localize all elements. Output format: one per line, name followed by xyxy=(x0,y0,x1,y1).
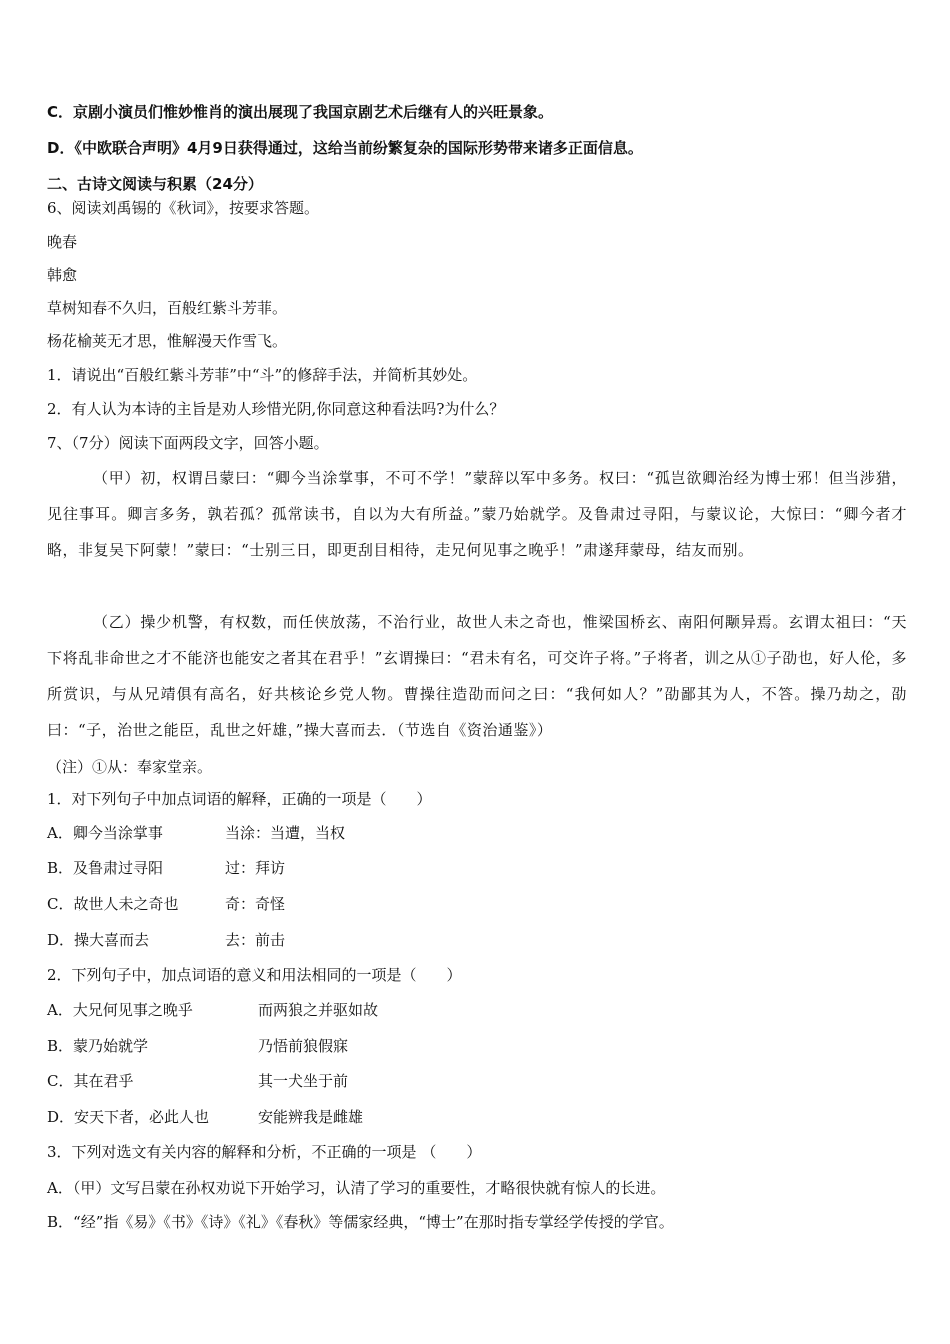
option-term: 去：前击 xyxy=(225,931,286,949)
option-term: 奇：奇怪 xyxy=(225,895,286,913)
q2-option-d xyxy=(47,1107,364,1127)
q1-option-a xyxy=(47,823,346,843)
poem-line-2: 杨花榆荚无才思，惟解漫天作雪飞。 xyxy=(47,332,288,350)
q6-sub-question-1: 1．请说出“百般红紫斗芳菲”中“斗”的修辞手法，并简析其妙处。 xyxy=(47,366,478,384)
option-term: 当涂：当遭，当权 xyxy=(225,824,346,842)
option-term: 其一犬坐于前 xyxy=(258,1072,349,1090)
q7-question-1-stem: 1．对下列句子中加点词语的解释，正确的一项是（ ） xyxy=(47,790,432,808)
poem-title: 晚春 xyxy=(47,233,78,251)
option-label: C．其在君乎 xyxy=(47,1072,134,1090)
annotation-note: （注）①从：奉家堂亲。 xyxy=(47,758,213,776)
poem-author: 韩愈 xyxy=(47,266,78,284)
q1-option-b xyxy=(47,858,286,878)
option-term: 而两狼之并驱如故 xyxy=(258,1001,379,1019)
option-label: B．蒙乃始就学 xyxy=(47,1037,149,1055)
poem-line-1: 草树知春不久归，百般红紫斗芳菲。 xyxy=(47,299,288,317)
q3-option-b: B．“经”指《易》《书》《诗》《礼》《春秋》等儒家经典，“博士”在那时指专掌经学传授的学官。 xyxy=(47,1213,674,1231)
q2-option-a xyxy=(47,1000,379,1020)
option-label: A．大兄何见事之晚乎 xyxy=(47,1001,193,1019)
option-term: 安能辨我是雌雄 xyxy=(258,1108,364,1126)
q7-question-2-stem: 2．下列句子中，加点词语的意义和用法相同的一项是（ ） xyxy=(47,966,462,984)
option-label: D．安天下者，必此人也 xyxy=(47,1108,210,1126)
passage-b: （乙）操少机警，有权数，而任侠放荡，不治行业，故世人未之奇也，惟梁国桥玄、南阳何颙异焉。玄谓太祖曰：“天下将乱非命世之才不能济也能安之者其在君乎！”玄谓操曰：“君未有名，可交许子将。”子将者，训之从①子劭也，好人伦，多所赏识，与从兄靖俱有高名，好共核论乡党人物。曹操往造劭而问之曰：“我何如人？”劭鄙其为人，不答。操乃劫之，劭曰：“子，治世之能臣，乱世之奸雄，”操大喜而去．（节选自《资治通鉴》） xyxy=(47,613,907,739)
option-label: C．故世人未之奇也 xyxy=(47,895,179,913)
q3-option-a: A．（甲）文写吕蒙在孙权劝说下开始学习，认清了学习的重要性，才略很快就有惊人的长进。 xyxy=(47,1179,666,1197)
q7-question-3-stem: 3．下列对选文有关内容的解释和分析，不正确的一项是 （ ） xyxy=(47,1143,482,1161)
q6-prompt: 6、阅读刘禹锡的《秋词》，按要求答题。 xyxy=(47,199,320,217)
q2-option-c xyxy=(47,1071,349,1091)
option-label: D．操大喜而去 xyxy=(47,931,150,949)
passage-a: （甲）初，权谓吕蒙曰：“卿今当涂掌事，不可不学！”蒙辞以军中多务。权曰：“孤岂欲卿治经为博士邪！但当涉猎，见往事耳。卿言多务，孰若孤？孤常读书，自以为大有所益。”蒙乃始就学。及鲁肃过寻阳，与蒙议论，大惊曰：“卿今者才略，非复吴下阿蒙！”蒙曰：“士别三日，即更刮目相待，走兄何见事之晚乎！”肃遂拜蒙母，结友而别。 xyxy=(47,469,907,559)
q1-option-d xyxy=(47,930,286,950)
option-label: B．及鲁肃过寻阳 xyxy=(47,859,164,877)
option-term: 过：拜访 xyxy=(225,859,286,877)
option-c-sentence: C．京剧小演员们惟妙惟肖的演出展现了我国京剧艺术后继有人的兴旺景象。 xyxy=(47,103,554,121)
q7-prompt: 7、（7分）阅读下面两段文字，回答小题。 xyxy=(47,434,329,452)
q1-option-c xyxy=(47,894,286,914)
option-d-sentence: D．《中欧联合声明》4月9日获得通过，这给当前纷繁复杂的国际形势带来诸多正面信息。 xyxy=(47,139,643,157)
option-label: A．卿今当涂掌事 xyxy=(47,824,163,842)
option-term: 乃悟前狼假寐 xyxy=(258,1037,349,1055)
q2-option-b xyxy=(47,1036,349,1056)
section-heading: 二、古诗文阅读与积累（24分） xyxy=(47,175,263,193)
q6-sub-question-2: 2．有人认为本诗的主旨是劝人珍惜光阴,你同意这种看法吗?为什么？ xyxy=(47,400,505,418)
